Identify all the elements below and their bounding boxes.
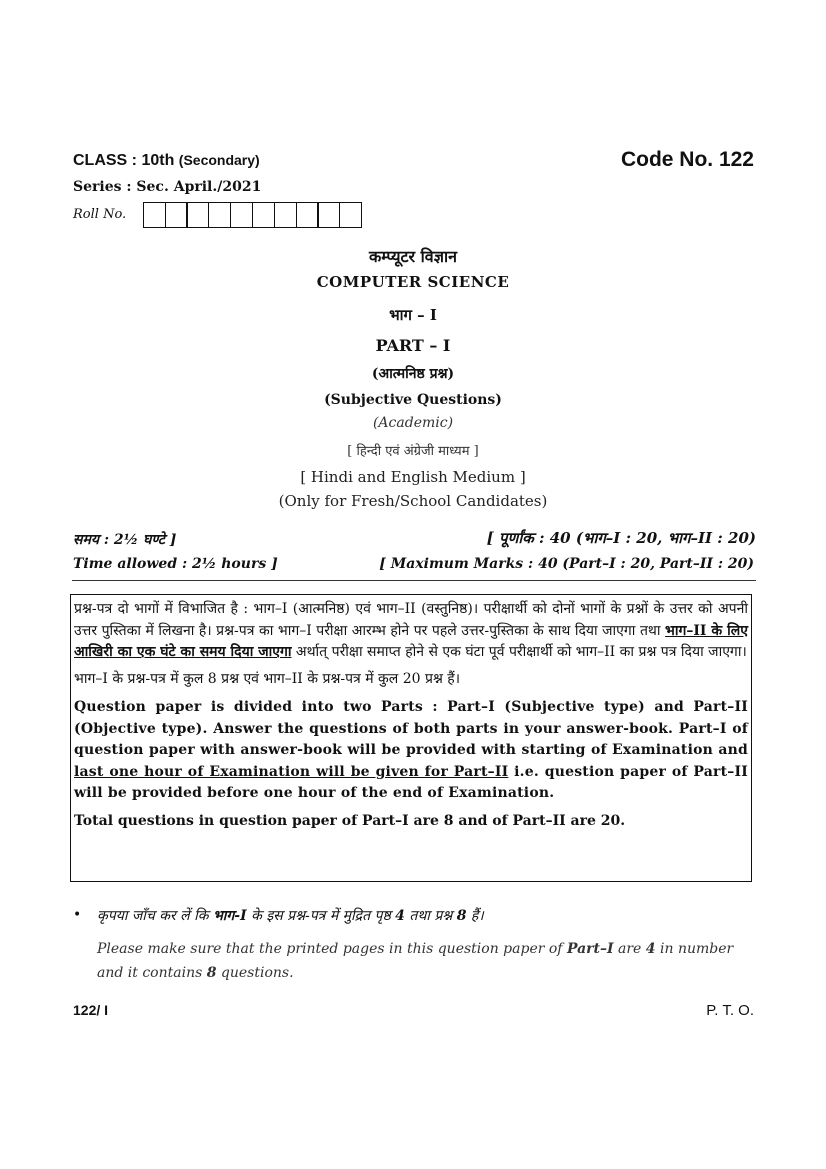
question-type-hindi: (आत्मनिष्ठ प्रश्न): [371, 366, 455, 382]
instructions-hindi-underlined: भाग–II के लिए आखिरी का एक घंटे का समय दिया जाएगा: [74, 622, 748, 660]
note-english-pages: 4: [645, 941, 656, 957]
roll-number-box[interactable]: [230, 202, 253, 228]
series-label: Series : Sec. April./2021: [73, 179, 262, 195]
time-allowed-english: Time allowed : 2½ hours ]: [73, 556, 278, 572]
roll-number-box[interactable]: [165, 202, 188, 228]
roll-number-box[interactable]: [296, 202, 319, 228]
instructions-english-text-1: Question paper is divided into two Parts : Part–I (Subjective type) and Part–II (Objective type). Answer the questions of both parts in your answer-book. Part–I of question paper with answer-book will be provided with starting of Examination and: [74, 699, 748, 758]
max-marks-english: [ Maximum Marks : 40 (Part–I : 20, Part–II : 20): [379, 556, 754, 572]
class-label: [73, 152, 260, 170]
note-hindi-part: भाग-I: [212, 908, 247, 924]
time-allowed-hindi: समय : 2½ घण्टे ]: [73, 532, 177, 548]
medium-english: [ Hindi and English Medium ]: [300, 468, 526, 486]
divider-rule: [72, 580, 756, 581]
roll-number-box[interactable]: [208, 202, 231, 228]
roll-number-box[interactable]: [274, 202, 297, 228]
roll-number-label: Roll No.: [73, 207, 127, 222]
candidates-note: (Only for Fresh/School Candidates): [278, 492, 548, 510]
roll-number-box[interactable]: [143, 202, 166, 228]
page-check-note-english: [97, 937, 757, 985]
roll-number-box[interactable]: [339, 202, 362, 228]
note-english-text-1: Please make sure that the printed pages in this question paper of: [97, 941, 567, 957]
question-count-english: Total questions in question paper of Part–I are 8 and of Part–II are 20.: [74, 812, 626, 829]
instructions-hindi: [74, 599, 748, 664]
note-hindi-text-3: तथा प्रश्न: [404, 908, 457, 924]
note-english-questions: 8: [206, 965, 217, 981]
question-type-english: (Subjective Questions): [324, 392, 502, 408]
instructions-box: [70, 594, 752, 882]
roll-number-box[interactable]: [317, 202, 340, 228]
part-label-hindi: भाग – I: [389, 306, 437, 324]
max-marks-hindi: [ पूर्णांक : 40 (भाग–I : 20, भाग–II : 20): [486, 529, 756, 547]
note-english-text-3: in number and it contains: [97, 941, 734, 981]
instructions-hindi-text-2: अर्थात् परीक्षा समाप्त होने से एक घंटा पूर्व परीक्षार्थी को भाग–II का प्रश्न पत्र दिया जाएगा।: [291, 644, 747, 660]
note-english-text-4: questions.: [216, 965, 294, 981]
medium-hindi: [ हिन्दी एवं अंग्रेजी माध्यम ]: [347, 444, 479, 459]
class-text: CLASS : 10th: [73, 152, 175, 169]
class-note: (Secondary): [178, 152, 260, 168]
footer-code: 122/ I: [73, 1002, 109, 1018]
note-hindi-pages: 4: [395, 908, 405, 924]
note-hindi-text-4: हैं।: [466, 908, 484, 924]
note-hindi-text-1: कृपया जाँच कर लें कि: [97, 908, 213, 924]
part-label-english: PART – I: [375, 336, 451, 355]
roll-number-boxes[interactable]: [144, 202, 362, 228]
category-label: (Academic): [372, 415, 454, 431]
subject-title-english: COMPUTER SCIENCE: [316, 273, 510, 291]
instructions-english-underlined: last one hour of Examination will be given for Part–II: [74, 763, 509, 780]
roll-number-box[interactable]: [186, 202, 209, 228]
note-hindi-questions: 8: [456, 908, 467, 924]
note-english-text-2: are: [613, 941, 646, 957]
instructions-english: [74, 697, 748, 805]
note-hindi-text-2: के इस प्रश्न-पत्र में मुद्रित पृष्ठ: [246, 908, 396, 924]
page-check-note-hindi: [97, 906, 484, 925]
subject-title-hindi: कम्प्यूटर विज्ञान: [369, 247, 457, 266]
bullet-icon: •: [73, 907, 82, 923]
instructions-english-text-2: i.e. question paper of Part–II will be provided before one hour of the end of Examination.: [74, 763, 748, 801]
code-number: Code No. 122: [620, 148, 754, 171]
roll-number-box[interactable]: [252, 202, 275, 228]
question-count-hindi: भाग–I के प्रश्न-पत्र में कुल 8 प्रश्न एवं भाग–II के प्रश्न-पत्र में कुल 20 प्रश्न हैं।: [74, 670, 461, 687]
instructions-hindi-text-1: प्रश्न-पत्र दो भागों में विभाजित है : भाग–I (आत्मनिष्ठ) एवं भाग–II (वस्तुनिष्ठ)। परीक्षार्थी को दोनों भागों के प्रश्नों के उत्तर को अपनी उत्तर पुस्तिका में लिखना है। प्रश्न-पत्र का भाग–I परीक्षा आरम्भ होने पर पहले उत्तर-पुस्तिका के साथ दिया जाएगा तथा: [74, 601, 748, 639]
note-english-part: Part–I: [566, 941, 614, 957]
footer-pto: P. T. O.: [706, 1002, 754, 1019]
